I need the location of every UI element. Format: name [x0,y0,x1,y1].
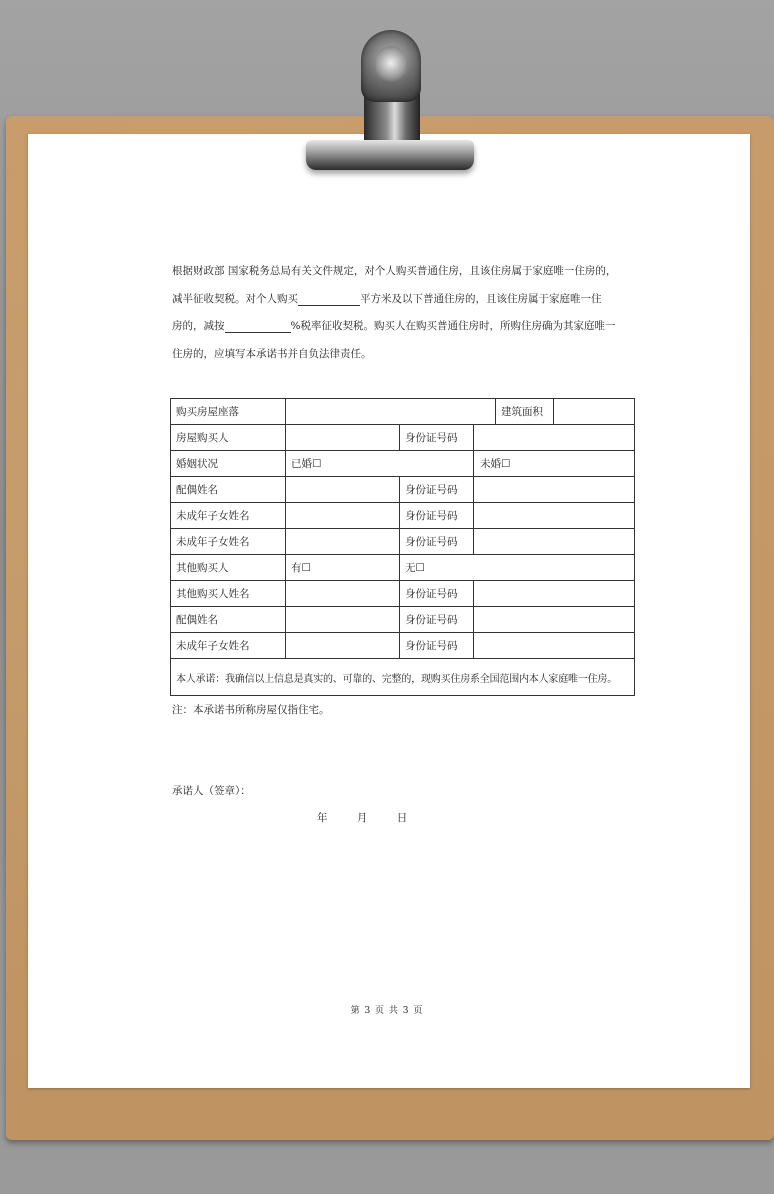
buyer-name-field[interactable] [286,425,400,451]
table-row [171,659,635,696]
minor-name-field[interactable] [286,503,400,529]
minor-label: 未成年子女姓名 [171,633,286,659]
table-row [171,477,635,503]
marital-label: 婚姻状况 [171,451,286,477]
paragraph-line-2 [172,292,612,306]
minor-id-label: 身份证号码 [400,529,474,555]
buyer-id-field[interactable] [474,425,635,451]
spouse-id-field[interactable] [474,607,635,633]
other-buyer-id-field[interactable] [474,581,635,607]
minor-id-field[interactable] [474,503,635,529]
spouse-label: 配偶姓名 [171,477,286,503]
clip-base [306,140,474,170]
other-buyer-name-label: 其他购买人姓名 [171,581,286,607]
rate-blank[interactable] [225,321,291,333]
table-row [171,529,635,555]
spouse-id-field[interactable] [474,477,635,503]
spouse-id-label: 身份证号码 [400,607,474,633]
date-month: 月 [356,812,368,824]
minor-id-label: 身份证号码 [400,503,474,529]
paragraph-line-2-start: 减半征收契税。对个人购买 [172,293,298,305]
paragraph-line-3-end: %税率征收契税。购买人在购买普通住房时，所购住房确为其家庭唯一 [290,320,616,332]
area-blank[interactable] [298,294,360,306]
date-day: 日 [396,812,408,824]
table-row [171,581,635,607]
spouse-label: 配偶姓名 [171,607,286,633]
other-buyer-name-field[interactable] [286,581,400,607]
other-buyer-label: 其他购买人 [171,555,286,581]
spouse-name-field[interactable] [286,477,400,503]
note: 注：本承诺书所称房屋仅指住宅。 [172,704,330,716]
minor-id-field[interactable] [474,633,635,659]
buyer-label: 房屋购买人 [171,425,286,451]
pledge-form-table [170,398,635,696]
buyer-id-label: 身份证号码 [400,425,474,451]
table-row [171,399,635,425]
table-row [171,555,635,581]
paragraph-line-4: 住房的，应填写本承诺书并自负法律责任。 [172,348,372,360]
married-checkbox[interactable]: 已婚☐ [286,451,474,477]
unmarried-checkbox[interactable]: 未婚☐ [474,451,635,477]
minor-label: 未成年子女姓名 [171,503,286,529]
pledge-statement: 本人承诺：我确信以上信息是真实的、可靠的、完整的，现购买住房系全国范围内本人家庭唯一住房。 [171,659,635,696]
minor-id-field[interactable] [474,529,635,555]
signer-label: 承诺人（签章）： [172,785,251,797]
has-other-checkbox[interactable]: 有☐ [286,555,400,581]
date-line [317,810,433,825]
date-year: 年 [317,812,328,824]
table-row [171,451,635,477]
no-other-checkbox[interactable]: 无☐ [400,555,635,581]
paragraph-line-1: 根据财政部 国家税务总局有关文件规定，对个人购买普通住房，且该住房属于家庭唯一住房的， [172,265,617,277]
minor-name-field[interactable] [286,633,400,659]
area-field[interactable] [554,399,635,425]
spouse-name-field[interactable] [286,607,400,633]
paragraph-line-3 [172,319,616,333]
spouse-id-label: 身份证号码 [400,477,474,503]
other-buyer-id-label: 身份证号码 [400,581,474,607]
paragraph-line-3-start: 房的，减按 [172,320,225,332]
table-row [171,425,635,451]
clip-ring-hole [376,46,406,84]
table-row [171,503,635,529]
paragraph-line-2-end: 平方米及以下普通住房的，且该住房属于家庭唯一住 [360,293,602,305]
minor-name-field[interactable] [286,529,400,555]
location-label: 购买房屋座落 [171,399,286,425]
minor-label: 未成年子女姓名 [171,529,286,555]
table-row [171,633,635,659]
location-field[interactable] [286,399,496,425]
page-number: 第 3 页 共 3 页 [350,1006,424,1016]
table-row [171,607,635,633]
area-label: 建筑面积 [496,399,554,425]
minor-id-label: 身份证号码 [400,633,474,659]
